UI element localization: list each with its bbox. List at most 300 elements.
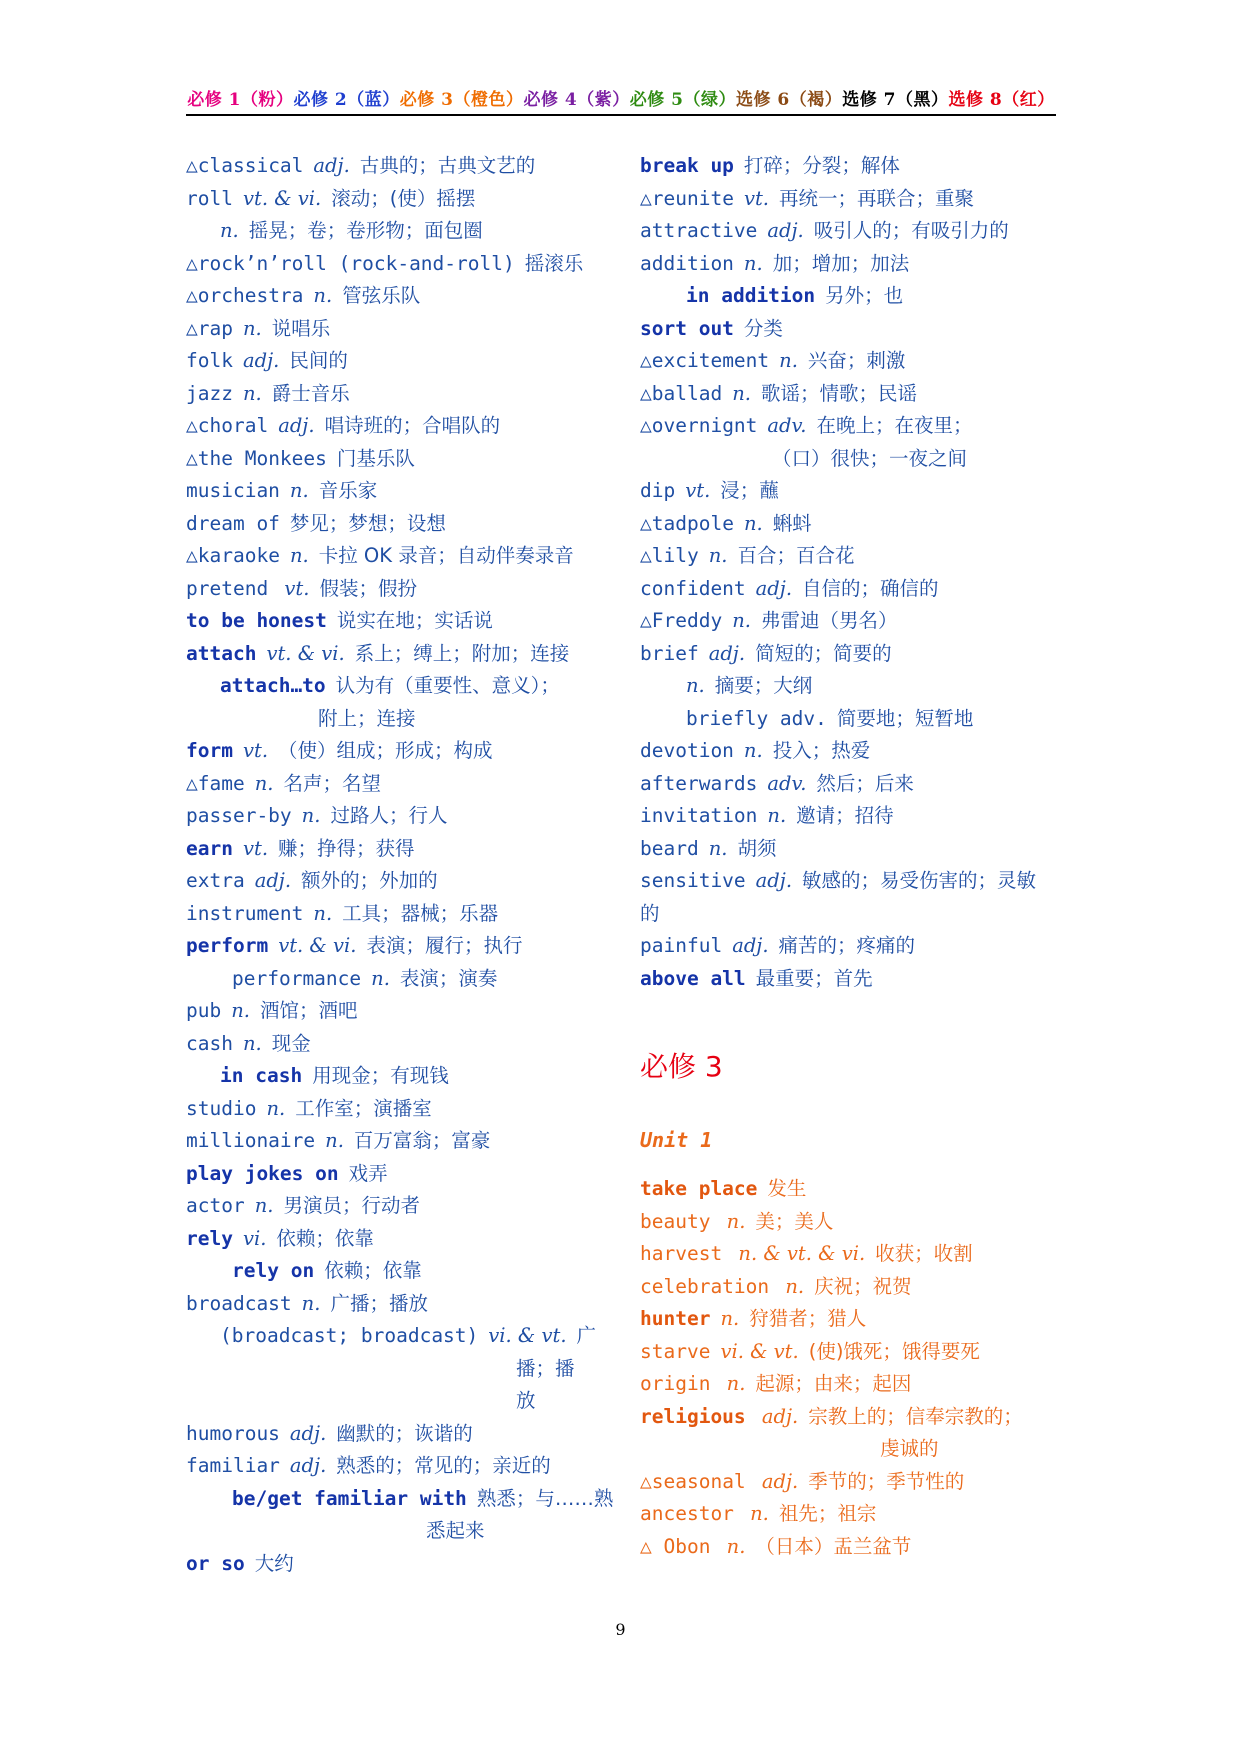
entry-word: ancestor (640, 1502, 734, 1525)
vocab-entry (186, 540, 616, 573)
key-mark-icon: △ (186, 154, 198, 177)
vocab-entry (640, 898, 1060, 931)
entry-word: celebration (640, 1274, 770, 1298)
part-of-speech: vt. (242, 836, 269, 860)
vocab-entry (640, 638, 1060, 671)
entry-word: jazz (186, 381, 233, 405)
entry-word: beauty (640, 1209, 711, 1233)
part-of-speech: vt. (278, 576, 310, 600)
vocab-entry (640, 1173, 1060, 1206)
part-of-speech: vi. & vt. (720, 1339, 799, 1363)
vocab-entry (186, 183, 616, 216)
vocab-entry (186, 735, 616, 768)
entry-word: harvest (640, 1242, 723, 1265)
part-of-speech: vt. & vi. (278, 934, 357, 957)
entry-word: passer-by (186, 804, 292, 827)
part-of-speech: n. (720, 1372, 746, 1395)
vocab-entry (186, 1353, 616, 1386)
entry-word: dip (640, 479, 676, 502)
part-of-speech: n. & vt. & vi. (732, 1242, 866, 1265)
vocab-entry (186, 1093, 616, 1126)
entry-meaning: 唱诗班的；合唱队的 (324, 414, 501, 437)
entry-meaning: 起源；由来；起因 (755, 1372, 912, 1395)
key-mark-icon: △ (186, 446, 198, 470)
entry-word: to be honest (186, 609, 327, 632)
entry-word: musician (186, 479, 280, 502)
entry-word: rock’n’roll (rock-and-roll) (197, 251, 515, 275)
entry-word: millionaire (186, 1129, 316, 1152)
legend-item-6: 选修 6（褐） (736, 90, 843, 110)
entry-word: ballad (651, 381, 723, 405)
entry-meaning: 管弦乐队 (342, 284, 421, 307)
part-of-speech: n. (720, 1209, 746, 1233)
spacer (640, 995, 1060, 1027)
entry-word: pub (186, 999, 222, 1022)
key-mark-icon: △ (640, 609, 652, 632)
entry-meaning: 打碎；分裂；解体 (743, 154, 900, 177)
vocab-entry (640, 865, 1060, 898)
part-of-speech: n. (743, 251, 763, 275)
vocab-entry (640, 735, 1060, 768)
vocab-entry (186, 508, 616, 541)
key-mark-icon: △ (186, 316, 198, 340)
entry-meaning: (使)饿死；饿得要死 (808, 1339, 980, 1363)
entry-word: break up (640, 154, 734, 177)
part-of-speech: adj. (755, 869, 793, 892)
section-title: 必修 3 (640, 1050, 723, 1083)
vocab-entry (186, 475, 616, 508)
entry-word: rely on (232, 1259, 315, 1282)
entry-word: folk (186, 349, 233, 372)
entry-meaning: 梦见；梦想；设想 (289, 511, 446, 535)
entry-word: fame (197, 771, 245, 795)
vocab-entry (186, 703, 616, 736)
entry-meaning: 表演；履行；执行 (366, 934, 523, 957)
volume-legend-header (186, 88, 1056, 116)
part-of-speech: adj. (755, 576, 793, 600)
entry-meaning: 自信的；确信的 (802, 576, 939, 600)
part-of-speech: vt. (685, 479, 711, 502)
key-mark-icon: △ (640, 414, 652, 437)
entry-word: choral (197, 414, 269, 437)
vocab-entry (640, 345, 1060, 378)
vocab-entry (640, 1401, 1060, 1434)
vocab-entry (186, 1158, 616, 1191)
vocab-entry (640, 703, 1060, 736)
entry-meaning: 附上；连接 (318, 706, 416, 730)
vocab-entry (640, 573, 1060, 606)
part-of-speech: n. (242, 381, 262, 405)
entry-word: briefly adv. (686, 706, 827, 730)
entry-word: attach (186, 641, 257, 665)
entry-word: attach…to (220, 674, 326, 697)
part-of-speech: n. (242, 316, 262, 340)
vocab-entry (186, 1028, 616, 1061)
vocab-entry (186, 995, 616, 1028)
entry-meaning: 百合；百合花 (737, 544, 855, 567)
entry-word: or so (186, 1551, 245, 1575)
vocab-entry (640, 1271, 1060, 1304)
entry-word: form (186, 739, 233, 762)
vocab-entry (186, 280, 616, 313)
part-of-speech: n. (720, 1534, 746, 1558)
part-of-speech: n. (220, 219, 239, 242)
entry-meaning: 摇晃；卷；卷形物；面包圈 (248, 219, 483, 242)
entry-meaning: 假装；假扮 (319, 576, 417, 600)
entry-meaning: 门基乐队 (336, 446, 415, 470)
entry-word: devotion (640, 739, 734, 762)
key-mark-icon: △ (640, 1534, 664, 1558)
entry-word: excitement (651, 349, 770, 372)
entry-word: rap (197, 316, 233, 340)
entry-meaning: 民间的 (289, 349, 348, 372)
vocab-entry (186, 638, 616, 671)
page-number: 9 (615, 1620, 626, 1639)
part-of-speech: adj. (767, 219, 804, 242)
part-of-speech: vi. & vt. (488, 1324, 567, 1347)
vocab-entry (186, 215, 616, 248)
part-of-speech: n. (720, 1307, 740, 1330)
entry-word: Freddy (651, 609, 723, 632)
vocab-entry (640, 1498, 1060, 1531)
entry-meaning: 过路人；行人 (330, 804, 448, 827)
key-mark-icon: △ (640, 1469, 652, 1493)
vocab-entry (186, 1385, 616, 1418)
entry-word: tadpole (651, 511, 734, 535)
vocab-entry (186, 1060, 616, 1093)
vocab-entry (186, 1483, 616, 1516)
entry-meaning: （日本）盂兰盆节 (755, 1534, 912, 1558)
part-of-speech: n. (266, 1096, 286, 1120)
vocab-entry (640, 1206, 1060, 1239)
entry-word: religious (640, 1404, 746, 1428)
entry-meaning: 敏感的；易受伤害的；灵敏 (802, 869, 1037, 892)
vocab-entry (640, 1466, 1060, 1499)
part-of-speech: n. (313, 901, 333, 925)
entry-word: overnignt (651, 414, 758, 437)
entry-meaning: 宗教上的；信奉宗教的； (808, 1404, 1023, 1428)
entry-word: perform (186, 934, 269, 957)
entry-meaning: 系上；缚上；附加；连接 (354, 641, 570, 665)
entry-meaning: 摘要；大纲 (714, 674, 813, 697)
part-of-speech: adj. (289, 1421, 327, 1445)
part-of-speech: n. (779, 1274, 805, 1298)
part-of-speech: n. (231, 999, 250, 1022)
part-of-speech: adj. (278, 414, 315, 437)
entry-meaning: 广播；播放 (330, 1291, 428, 1315)
part-of-speech: adj. (755, 1404, 799, 1428)
key-mark-icon: △ (186, 771, 198, 795)
vocab-entry (186, 313, 616, 346)
entry-word: painful (640, 934, 723, 957)
entry-word: in cash (220, 1064, 303, 1087)
key-mark-icon: △ (186, 544, 198, 567)
part-of-speech: n. (313, 284, 333, 307)
entry-meaning: （使）组成；形成；构成 (278, 739, 493, 762)
vocab-entry (640, 1531, 1060, 1564)
part-of-speech: adj. (755, 1469, 799, 1493)
entry-meaning: 赚；挣得；获得 (278, 836, 415, 860)
entry-meaning: 认为有（重要性、意义）； (335, 674, 560, 697)
part-of-speech: vt. (743, 186, 769, 210)
entry-meaning: 吸引人的；有吸引力的 (813, 219, 1009, 242)
vocab-entry (186, 443, 616, 476)
part-of-speech: adv. (767, 771, 807, 795)
entry-meaning: 额外的；外加的 (301, 869, 438, 892)
entry-word: roll (186, 186, 233, 210)
entry-meaning: 依赖；依靠 (324, 1259, 422, 1282)
part-of-speech: n. (732, 381, 751, 405)
entry-word: karaoke (197, 544, 280, 567)
vocab-entry (640, 605, 1060, 638)
entry-word: seasonal (651, 1469, 746, 1493)
entry-meaning: 古典的；古典文艺的 (359, 154, 536, 177)
entry-meaning: 用现金；有现钱 (312, 1064, 449, 1087)
part-of-speech: adj. (708, 641, 746, 665)
unit1-vocab-list (640, 1173, 1060, 1563)
vocab-entry (640, 443, 1060, 476)
vocab-entry (640, 833, 1060, 866)
part-of-speech: n. (289, 544, 309, 567)
vocab-entry (640, 508, 1060, 541)
entry-meaning: 广 (576, 1324, 597, 1347)
vocab-entry (186, 605, 616, 638)
vocab-entry (640, 280, 1060, 313)
entry-word: rely (186, 1226, 233, 1250)
vocab-entry (640, 475, 1060, 508)
vocab-entry (186, 1255, 616, 1288)
part-of-speech: adj. (242, 349, 280, 372)
part-of-speech: adj. (289, 1454, 327, 1477)
entry-word: beard (640, 836, 699, 860)
vocab-entry (186, 345, 616, 378)
vocab-entry (640, 215, 1060, 248)
entry-word: reunite (651, 186, 734, 210)
legend-item-5: 必修 5（绿） (629, 90, 736, 110)
entry-meaning: 熟悉的；常见的；亲近的 (336, 1454, 551, 1477)
entry-word: sensitive (640, 869, 746, 892)
entry-word: confident (640, 576, 746, 600)
legend-item-2: 必修 2（蓝） (293, 90, 400, 110)
part-of-speech: n. (301, 1291, 321, 1315)
entry-word: origin (640, 1372, 711, 1395)
entry-meaning: 悉起来 (426, 1519, 485, 1542)
entry-meaning: 再统一；再联合；重聚 (779, 186, 975, 210)
entry-word: actor (186, 1194, 245, 1217)
part-of-speech: vt. (242, 739, 269, 762)
entry-meaning: 的 (640, 901, 660, 925)
key-mark-icon: △ (640, 186, 652, 210)
entry-meaning: 美；美人 (755, 1209, 834, 1233)
vocab-entry (186, 865, 616, 898)
entry-meaning: 依赖；依靠 (276, 1226, 374, 1250)
entry-word: classical (197, 154, 304, 177)
entry-meaning: 最重要；首先 (755, 966, 873, 990)
entry-meaning: 歌谣；情歌；民谣 (760, 381, 917, 405)
key-mark-icon: △ (640, 544, 652, 567)
legend-item-7: 选修 7（黑） (842, 90, 949, 110)
part-of-speech: n. (371, 966, 390, 990)
entry-meaning: 虔诚的 (880, 1437, 939, 1460)
key-mark-icon: △ (186, 414, 198, 437)
part-of-speech: n. (686, 674, 705, 697)
part-of-speech: adj. (254, 869, 292, 892)
entry-meaning: 简短的；简要的 (755, 641, 892, 665)
entry-meaning: 痛苦的；疼痛的 (778, 934, 916, 957)
part-of-speech: n. (743, 739, 763, 762)
vocab-entry (640, 1303, 1060, 1336)
part-of-speech: adj. (313, 154, 350, 177)
entry-meaning: 大约 (254, 1551, 294, 1575)
entry-word: brief (640, 641, 699, 665)
vocab-entry (640, 150, 1060, 183)
entry-meaning: 收获；收割 (875, 1242, 973, 1265)
key-mark-icon: △ (640, 511, 652, 535)
entry-word: be/get familiar with (232, 1486, 467, 1510)
entry-word: Obon (663, 1534, 711, 1558)
legend-item-1: 必修 1（粉） (187, 90, 294, 110)
right-column (640, 150, 1060, 1563)
part-of-speech: n. (325, 1129, 344, 1152)
key-mark-icon: △ (186, 251, 198, 275)
entry-meaning: 另外；也 (825, 284, 904, 307)
vocab-entry (186, 670, 616, 703)
entry-meaning: 投入；热爱 (772, 739, 871, 762)
entry-meaning: 浸；蘸 (720, 479, 779, 502)
vocab-entry (186, 1515, 616, 1548)
entry-meaning: 胡须 (737, 836, 777, 860)
entry-meaning: 男演员；行动者 (283, 1194, 420, 1217)
entry-meaning: 百万富翁；富豪 (353, 1129, 491, 1152)
part-of-speech: n. (743, 1502, 769, 1525)
vocab-entry (186, 1125, 616, 1158)
entry-word: broadcast (186, 1291, 292, 1315)
entry-word: pretend (186, 576, 269, 600)
part-of-speech: n. (708, 544, 728, 567)
entry-meaning: 播；播 (516, 1356, 575, 1380)
entry-word: sort out (640, 316, 734, 340)
entry-word: cash (186, 1031, 233, 1055)
entry-meaning: 摇滚乐 (524, 251, 584, 275)
vocab-entry (640, 1368, 1060, 1401)
part-of-speech: n. (767, 804, 787, 827)
legend-item-4: 必修 4（紫） (523, 90, 630, 110)
vocab-entry (640, 1433, 1060, 1466)
entry-meaning: 发生 (767, 1177, 807, 1200)
entry-word: familiar (186, 1454, 280, 1477)
vocab-entry (640, 963, 1060, 996)
part-of-speech: n. (743, 511, 763, 535)
entry-meaning: 然后；后来 (816, 771, 914, 795)
key-mark-icon: △ (186, 284, 198, 307)
vocab-entry (640, 248, 1060, 281)
part-of-speech: adv. (767, 414, 807, 437)
entry-word: in addition (686, 284, 816, 307)
vocab-entry (186, 1288, 616, 1321)
part-of-speech: n. (242, 1031, 262, 1055)
entry-meaning: 戏弄 (348, 1161, 388, 1185)
vocab-entry (186, 1548, 616, 1581)
entry-word: dream of (186, 511, 280, 535)
entry-word: instrument (186, 901, 304, 925)
vocab-entry (186, 573, 616, 606)
entry-meaning: 爵士音乐 (271, 381, 350, 405)
entry-meaning: 工作室；演播室 (295, 1096, 432, 1120)
vocab-entry (640, 313, 1060, 346)
part-of-speech: n. (254, 1194, 274, 1217)
entry-word: studio (186, 1096, 257, 1120)
entry-meaning: 季节的；季节性的 (808, 1469, 965, 1493)
vocab-entry (186, 800, 616, 833)
vocab-entry (186, 1320, 616, 1353)
entry-word: hunter (640, 1307, 711, 1330)
entry-meaning: 说唱乐 (271, 316, 331, 340)
key-mark-icon: △ (640, 381, 652, 405)
part-of-speech: vt. & vi. (266, 641, 345, 665)
entry-word: the Monkees (197, 446, 327, 470)
part-of-speech: n. (779, 349, 798, 372)
vocab-entry (640, 410, 1060, 443)
vocab-entry (186, 248, 616, 281)
entry-meaning: 现金 (271, 1031, 311, 1055)
entry-word: extra (186, 869, 245, 892)
entry-word: above all (640, 966, 746, 990)
entry-meaning: 邀请；招待 (796, 804, 894, 827)
entry-word: (broadcast; broadcast) (220, 1324, 479, 1347)
part-of-speech: n. (708, 836, 728, 860)
part-of-speech: vi. (242, 1226, 267, 1250)
part-of-speech: n. (289, 479, 309, 502)
vocab-entry (640, 540, 1060, 573)
part-of-speech: n. (301, 804, 321, 827)
legend-item-3: 必修 3（橙色） (399, 90, 524, 110)
entry-meaning: 音乐家 (318, 479, 378, 502)
vocab-entry (186, 378, 616, 411)
unit-title: Unit 1 (640, 1128, 713, 1152)
entry-meaning: 说实在地；实话说 (336, 609, 493, 632)
vocab-entry (640, 1336, 1060, 1369)
entry-meaning: 弗雷迪（男名） (760, 609, 898, 632)
vocab-entry (186, 963, 616, 996)
entry-meaning: 酒馆；酒吧 (260, 999, 358, 1022)
vocab-list-continued (640, 150, 1060, 995)
entry-meaning: 滚动；(使）摇摆 (331, 186, 476, 210)
vocab-entry (186, 1223, 616, 1256)
vocab-entry (640, 1238, 1060, 1271)
entry-meaning: 幽默的；诙谐的 (336, 1421, 473, 1445)
entry-meaning: 表演；演奏 (399, 966, 498, 990)
entry-meaning: 祖先；祖宗 (778, 1502, 877, 1525)
vocab-entry (186, 768, 616, 801)
key-mark-icon: △ (640, 349, 652, 372)
part-of-speech: adj. (732, 934, 769, 957)
vocab-entry (640, 183, 1060, 216)
vocab-entry (186, 1190, 616, 1223)
entry-meaning: 狩猎者；猎人 (749, 1307, 867, 1330)
entry-meaning: 兴奋；刺激 (807, 349, 906, 372)
left-column (186, 150, 616, 1580)
entry-meaning: 庆祝；祝贺 (814, 1274, 912, 1298)
entry-word: humorous (186, 1421, 280, 1445)
entry-meaning: 在晚上；在夜里； (816, 414, 973, 437)
entry-word: lily (651, 544, 699, 567)
part-of-speech: n. (254, 771, 274, 795)
entry-meaning: （口）很快；一夜之间 (772, 446, 968, 470)
entry-word: take place (640, 1177, 758, 1200)
part-of-speech: vt. & vi. (242, 186, 322, 210)
vocab-entry (640, 800, 1060, 833)
vocab-entry (186, 930, 616, 963)
